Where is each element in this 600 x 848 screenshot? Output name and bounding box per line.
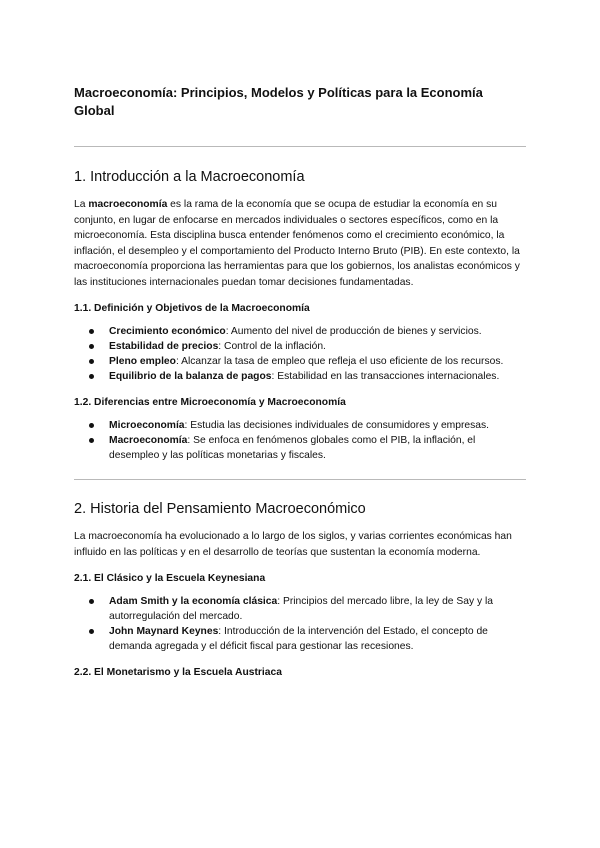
item-term: Macroeconomía xyxy=(109,435,188,446)
subsection-1-2-heading: 1.2. Diferencias entre Microeconomía y Macroeconomía xyxy=(74,397,346,408)
list-item xyxy=(74,324,526,339)
intro-text-rest: es la rama de la economía que se ocupa de estudiar la economía en su conjunto, en lugar de enfocarse en mercados individuales o sectores específicos, como en la microeconomía. Esta disciplina busca entender fenómenos como el crecimiento económico, la inflación, el desempleo y el comportamiento del Producto Interno Bruto (PIB). En este contexto, la macroeconomía proporciona las herramientas para que los gobiernos, los analistas económicos y las instituciones internacionales puedan tomar decisiones fundamentadas. xyxy=(74,199,520,288)
section-divider xyxy=(74,479,526,480)
list-item xyxy=(74,339,526,354)
list-item xyxy=(74,624,526,654)
item-text: : Estudia las decisiones individuales de consumidores y empresas. xyxy=(184,420,490,431)
item-term: Pleno empleo xyxy=(109,356,176,367)
document-title: Macroeconomía: Principios, Modelos y Políticas para la Economía Global xyxy=(74,85,483,118)
item-term: Equilibrio de la balanza de pagos xyxy=(109,371,272,382)
list-item xyxy=(74,418,526,433)
list-item xyxy=(74,594,526,624)
section-2-heading: 2. Historia del Pensamiento Macroeconómico xyxy=(74,501,366,517)
bullet-icon xyxy=(89,438,94,443)
item-term: John Maynard Keynes xyxy=(109,626,219,637)
intro-text-start: La xyxy=(74,199,89,210)
bullet-icon xyxy=(89,329,94,334)
item-term: Adam Smith y la economía clásica xyxy=(109,596,278,607)
bullet-icon xyxy=(89,344,94,349)
bullet-icon xyxy=(89,423,94,428)
section-1-intro xyxy=(74,197,526,290)
section-2-intro: La macroeconomía ha evolucionado a lo largo de los siglos, y varias corrientes económicas han influido en las políticas y en el desarrollo de teorías que sustentan la economía moderna. xyxy=(74,531,512,558)
list-item xyxy=(74,433,526,463)
section-divider xyxy=(74,146,526,147)
item-text: : Se enfoca en fenómenos globales como el PIB, la inflación, el desempleo y las políticas monetarias y fiscales. xyxy=(109,435,476,461)
item-text: : Aumento del nivel de producción de bienes y servicios. xyxy=(225,326,482,337)
document-content xyxy=(74,84,526,680)
subsection-1-1-heading: 1.1. Definición y Objetivos de la Macroeconomía xyxy=(74,303,310,314)
history-list xyxy=(74,594,526,654)
differences-list xyxy=(74,418,526,463)
item-text: : Alcanzar la tasa de empleo que refleja el uso eficiente de los recursos. xyxy=(175,356,504,367)
item-text: : Control de la inflación. xyxy=(218,341,326,352)
bullet-icon xyxy=(89,374,94,379)
item-text: : Introducción de la intervención del Estado, el concepto de demanda agregada y el déficit fiscal para gestionar las recesiones. xyxy=(109,626,488,652)
item-text: : Estabilidad en las transacciones internacionales. xyxy=(271,371,500,382)
bullet-icon xyxy=(89,629,94,634)
item-text: : Principios del mercado libre, la ley de Say y la autorregulación del mercado. xyxy=(109,596,494,622)
item-term: Crecimiento económico xyxy=(109,326,226,337)
bullet-icon xyxy=(89,599,94,604)
intro-bold-term: macroeconomía xyxy=(88,199,168,210)
list-item xyxy=(74,369,526,384)
bullet-icon xyxy=(89,359,94,364)
item-term: Estabilidad de precios xyxy=(109,341,219,352)
list-item xyxy=(74,354,526,369)
subsection-2-2-heading: 2.2. El Monetarismo y la Escuela Austriaca xyxy=(74,667,282,678)
subsection-2-1-heading: 2.1. El Clásico y la Escuela Keynesiana xyxy=(74,573,266,584)
section-1-heading: 1. Introducción a la Macroeconomía xyxy=(74,169,305,185)
item-term: Microeconomía xyxy=(109,420,185,431)
objectives-list xyxy=(74,324,526,384)
